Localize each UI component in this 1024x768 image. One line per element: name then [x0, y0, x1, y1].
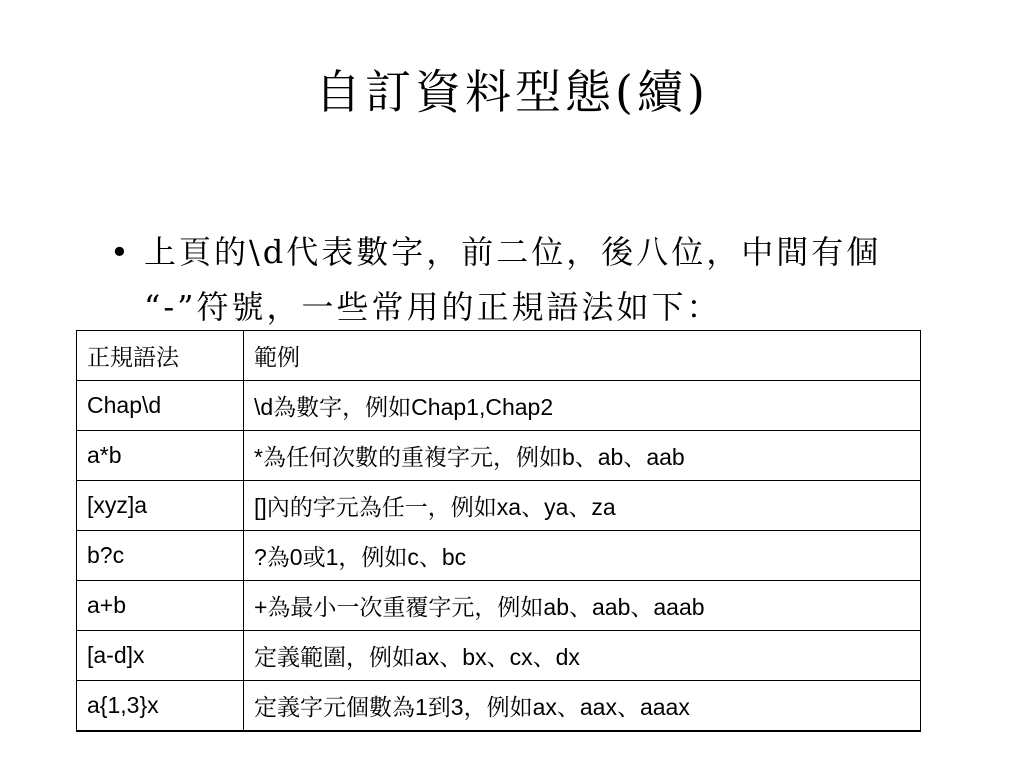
syntax-cell: b?c — [77, 531, 244, 581]
table-row — [77, 681, 921, 732]
example-cell: +為最小一次重覆字元，例如ab、aab、aaab — [244, 581, 921, 631]
example-cell: ?為0或1，例如c、bc — [244, 531, 921, 581]
syntax-cell: a+b — [77, 581, 244, 631]
table-row — [77, 581, 921, 631]
bullet-point — [110, 225, 970, 335]
example-cell: 定義字元個數為1到3，例如ax、aax、aaax — [244, 681, 921, 732]
header-syntax: 正規語法 — [77, 331, 244, 381]
table-row — [77, 631, 921, 681]
example-cell: *為任何次數的重複字元，例如b、ab、aab — [244, 431, 921, 481]
bullet-text: 上頁的\d代表數字，前二位，後八位，中間有個 “-”符號，一些常用的正規語法如下： — [144, 233, 882, 326]
regex-table — [76, 330, 921, 732]
example-cell: []內的字元為任一，例如xa、ya、za — [244, 481, 921, 531]
table-row — [77, 381, 921, 431]
syntax-cell: [xyz]a — [77, 481, 244, 531]
example-cell: 定義範圍，例如ax、bx、cx、dx — [244, 631, 921, 681]
table-row — [77, 531, 921, 581]
syntax-cell: Chap\d — [77, 381, 244, 431]
bullet-marker: • — [110, 233, 132, 271]
table-header-row — [77, 331, 921, 381]
syntax-cell: a*b — [77, 431, 244, 481]
slide-title: 自訂資料型態(續) — [315, 65, 709, 119]
example-cell: \d為數字，例如Chap1,Chap2 — [244, 381, 921, 431]
table-row — [77, 431, 921, 481]
syntax-cell: a{1,3}x — [77, 681, 244, 732]
table-row — [77, 481, 921, 531]
syntax-cell: [a-d]x — [77, 631, 244, 681]
header-example: 範例 — [244, 331, 921, 381]
